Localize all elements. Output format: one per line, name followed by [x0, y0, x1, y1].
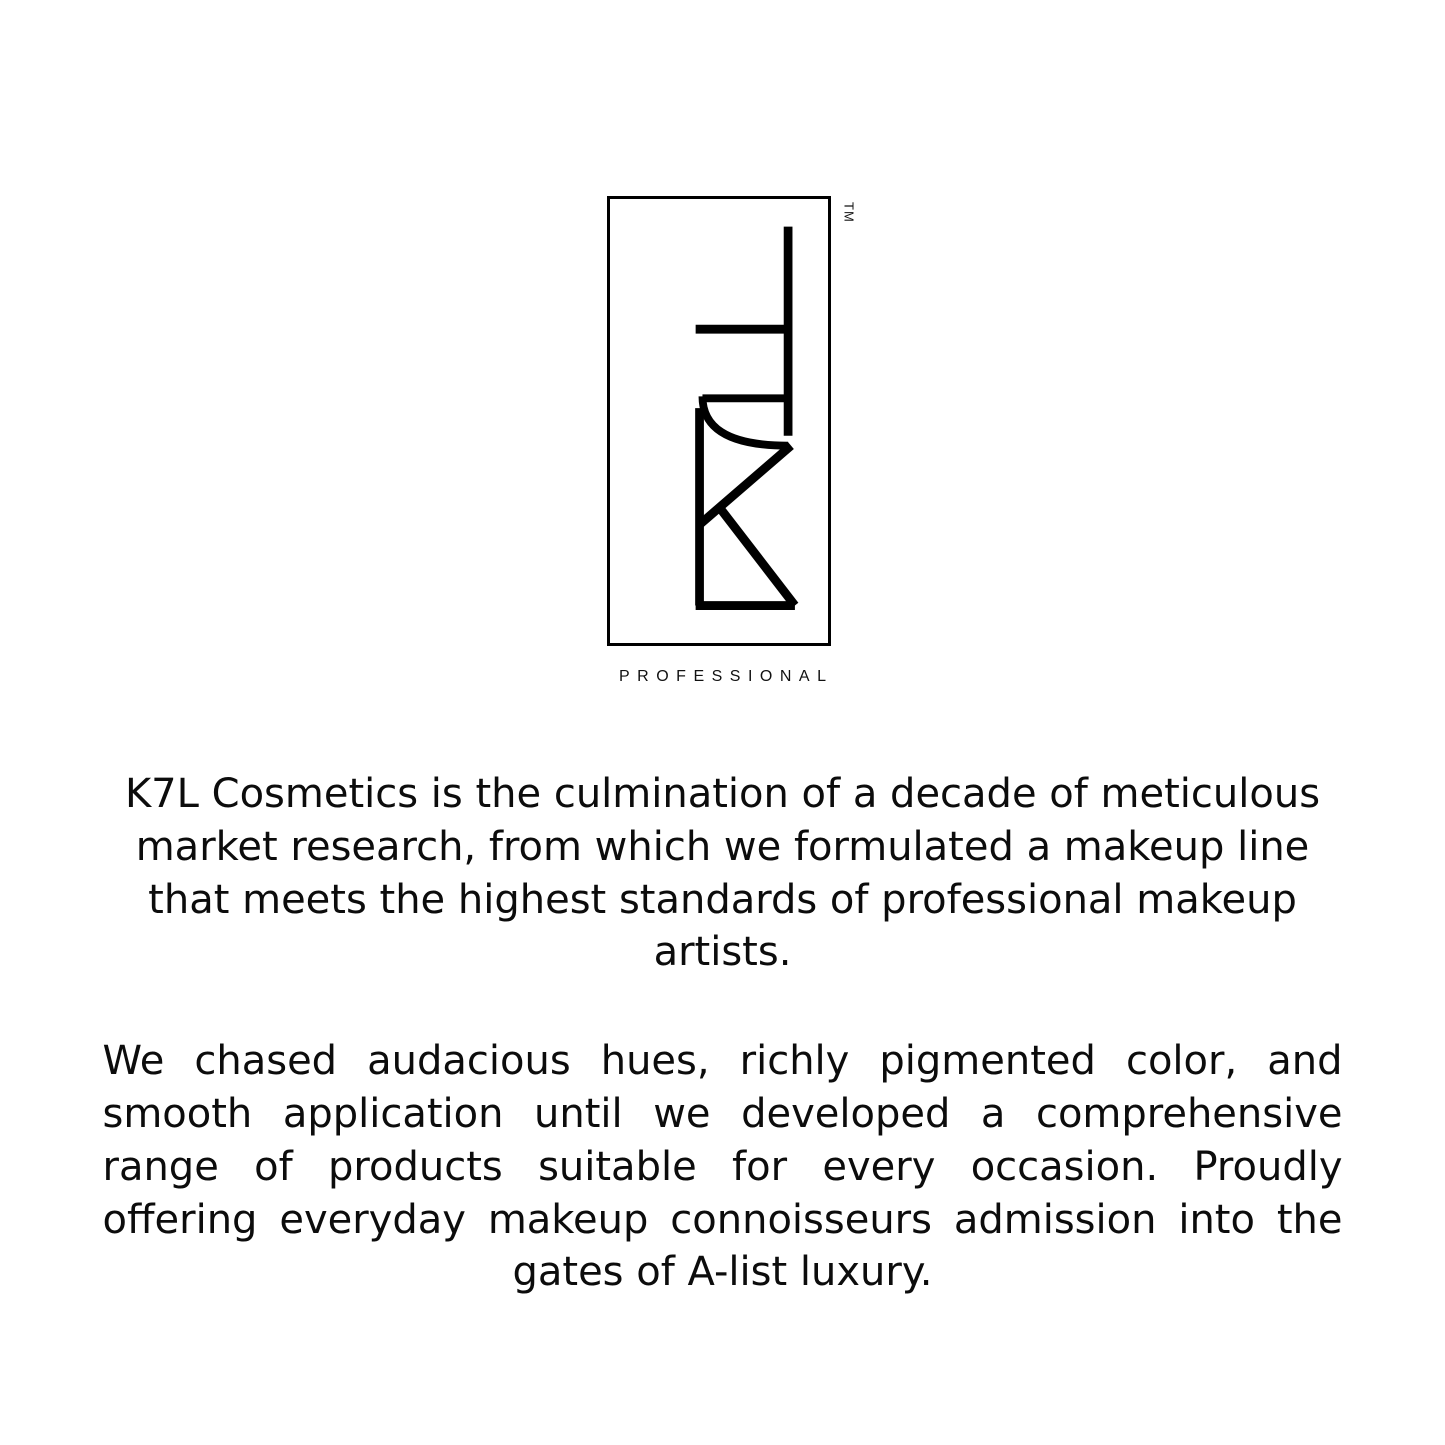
- about-copy: [103, 768, 1343, 1299]
- k7l-monogram-icon: [610, 199, 828, 643]
- about-paragraph-1: K7L Cosmetics is the culmination of a decade of meticulous market research, from which we formulated a makeup line that meets the highest standards of professional makeup artists.: [124, 771, 1321, 976]
- brand-lockup: [607, 196, 857, 686]
- logo-frame: [607, 196, 831, 646]
- logo-wrap: [607, 196, 857, 646]
- brand-tagline: PROFESSIONAL: [619, 668, 834, 685]
- trademark-mark: TM: [841, 202, 857, 223]
- about-paragraph-2: We chased audacious hues, richly pigmented color, and smooth application until we developed a comprehensive range of products suitable for every occasion. Proudly offering everyday makeup connoisseurs admission into the gates of A-list luxury.: [102, 1038, 1343, 1296]
